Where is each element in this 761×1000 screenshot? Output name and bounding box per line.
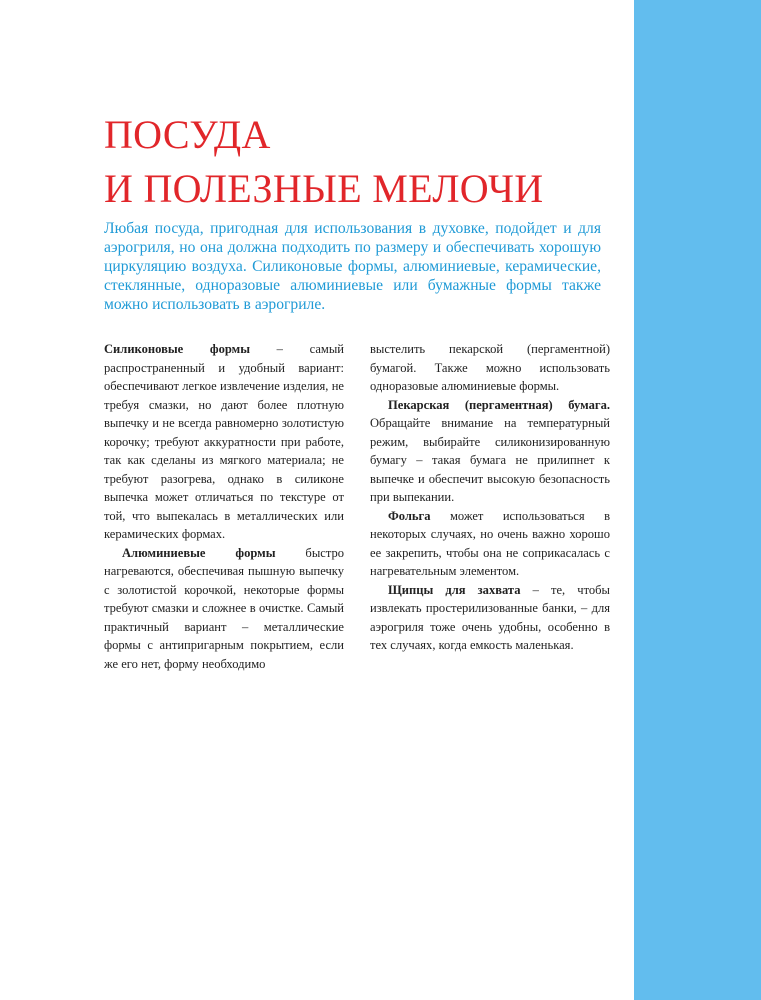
term-foil: Фольга	[388, 508, 431, 523]
text-silicone-forms: – самый распространенный и удобный вариант: обеспечивают легкое извлечение изделия, не требуя смазки, но дают более плотную выпечку и не всегда равномерно золотистую корочку; требуют аккуратности при работе, так как сделаны из мягкого материала; не требуют разогрева, однако в силиконе выпечка может отличаться по текстуре от той, что выпекалась в металлических или керамических формах.	[104, 342, 344, 541]
paragraph-silicone-forms	[104, 340, 344, 544]
text-aluminum-forms: быстро нагреваются, обеспечивая пышную выпечку с золотистой корочкой, некоторые формы требуют смазки и сложнее в очистке. Самый практичный вариант – металлические формы с антипригарным покрытием, если же его нет, форму необходимо	[104, 545, 344, 671]
paragraph-baking-paper	[370, 396, 610, 507]
paragraph-aluminum-forms	[104, 544, 344, 674]
term-aluminum-forms: Алюминиевые формы	[122, 545, 276, 560]
term-baking-paper: Пекарская (пергаментная) бумага.	[388, 397, 610, 412]
right-text-column	[370, 340, 610, 655]
term-silicone-forms: Силиконовые формы	[104, 342, 250, 356]
page-title	[104, 108, 604, 216]
paragraph-foil	[370, 507, 610, 581]
text-baking-paper: Обращайте внимание на температурный режим, выбирайте силиконизированную бумагу – такая бумага не прилипнет к выпечке и обеспечит высокую безопасность при выпекании.	[370, 416, 610, 504]
paragraph-tongs	[370, 581, 610, 655]
text-foil: может использоваться в некоторых случаях, но очень важно хорошо ее закрепить, чтобы она не соприкасалась с нагревательным элементом.	[370, 508, 610, 578]
side-color-band	[634, 0, 761, 1000]
paragraph-continuation: выстелить пекарской (пергаментной) бумагой. Также можно использовать одноразовые алюминиевые формы.	[370, 342, 610, 393]
lead-paragraph: Любая посуда, пригодная для использования в духовке, подойдет и для аэрогриля, но она должна подходить по размеру и обеспечивать хорошую циркуляцию воздуха. Силиконовые формы, алюминиевые, керамические, стеклянные, одноразовые алюминиевые или бумажные формы также можно использовать в аэрогриле.	[104, 220, 601, 313]
term-tongs: Щипцы для захвата	[388, 582, 521, 597]
left-text-column	[104, 340, 344, 673]
text-tongs: – те, чтобы извлекать простерилизованные банки, – для аэрогриля тоже очень удобны, особенно в тех случаях, когда емкость маленькая.	[370, 582, 610, 652]
page-title-line-2: И ПОЛЕЗНЫЕ МЕЛОЧИ	[104, 166, 544, 211]
page-title-line-1: ПОСУДА	[104, 112, 271, 157]
